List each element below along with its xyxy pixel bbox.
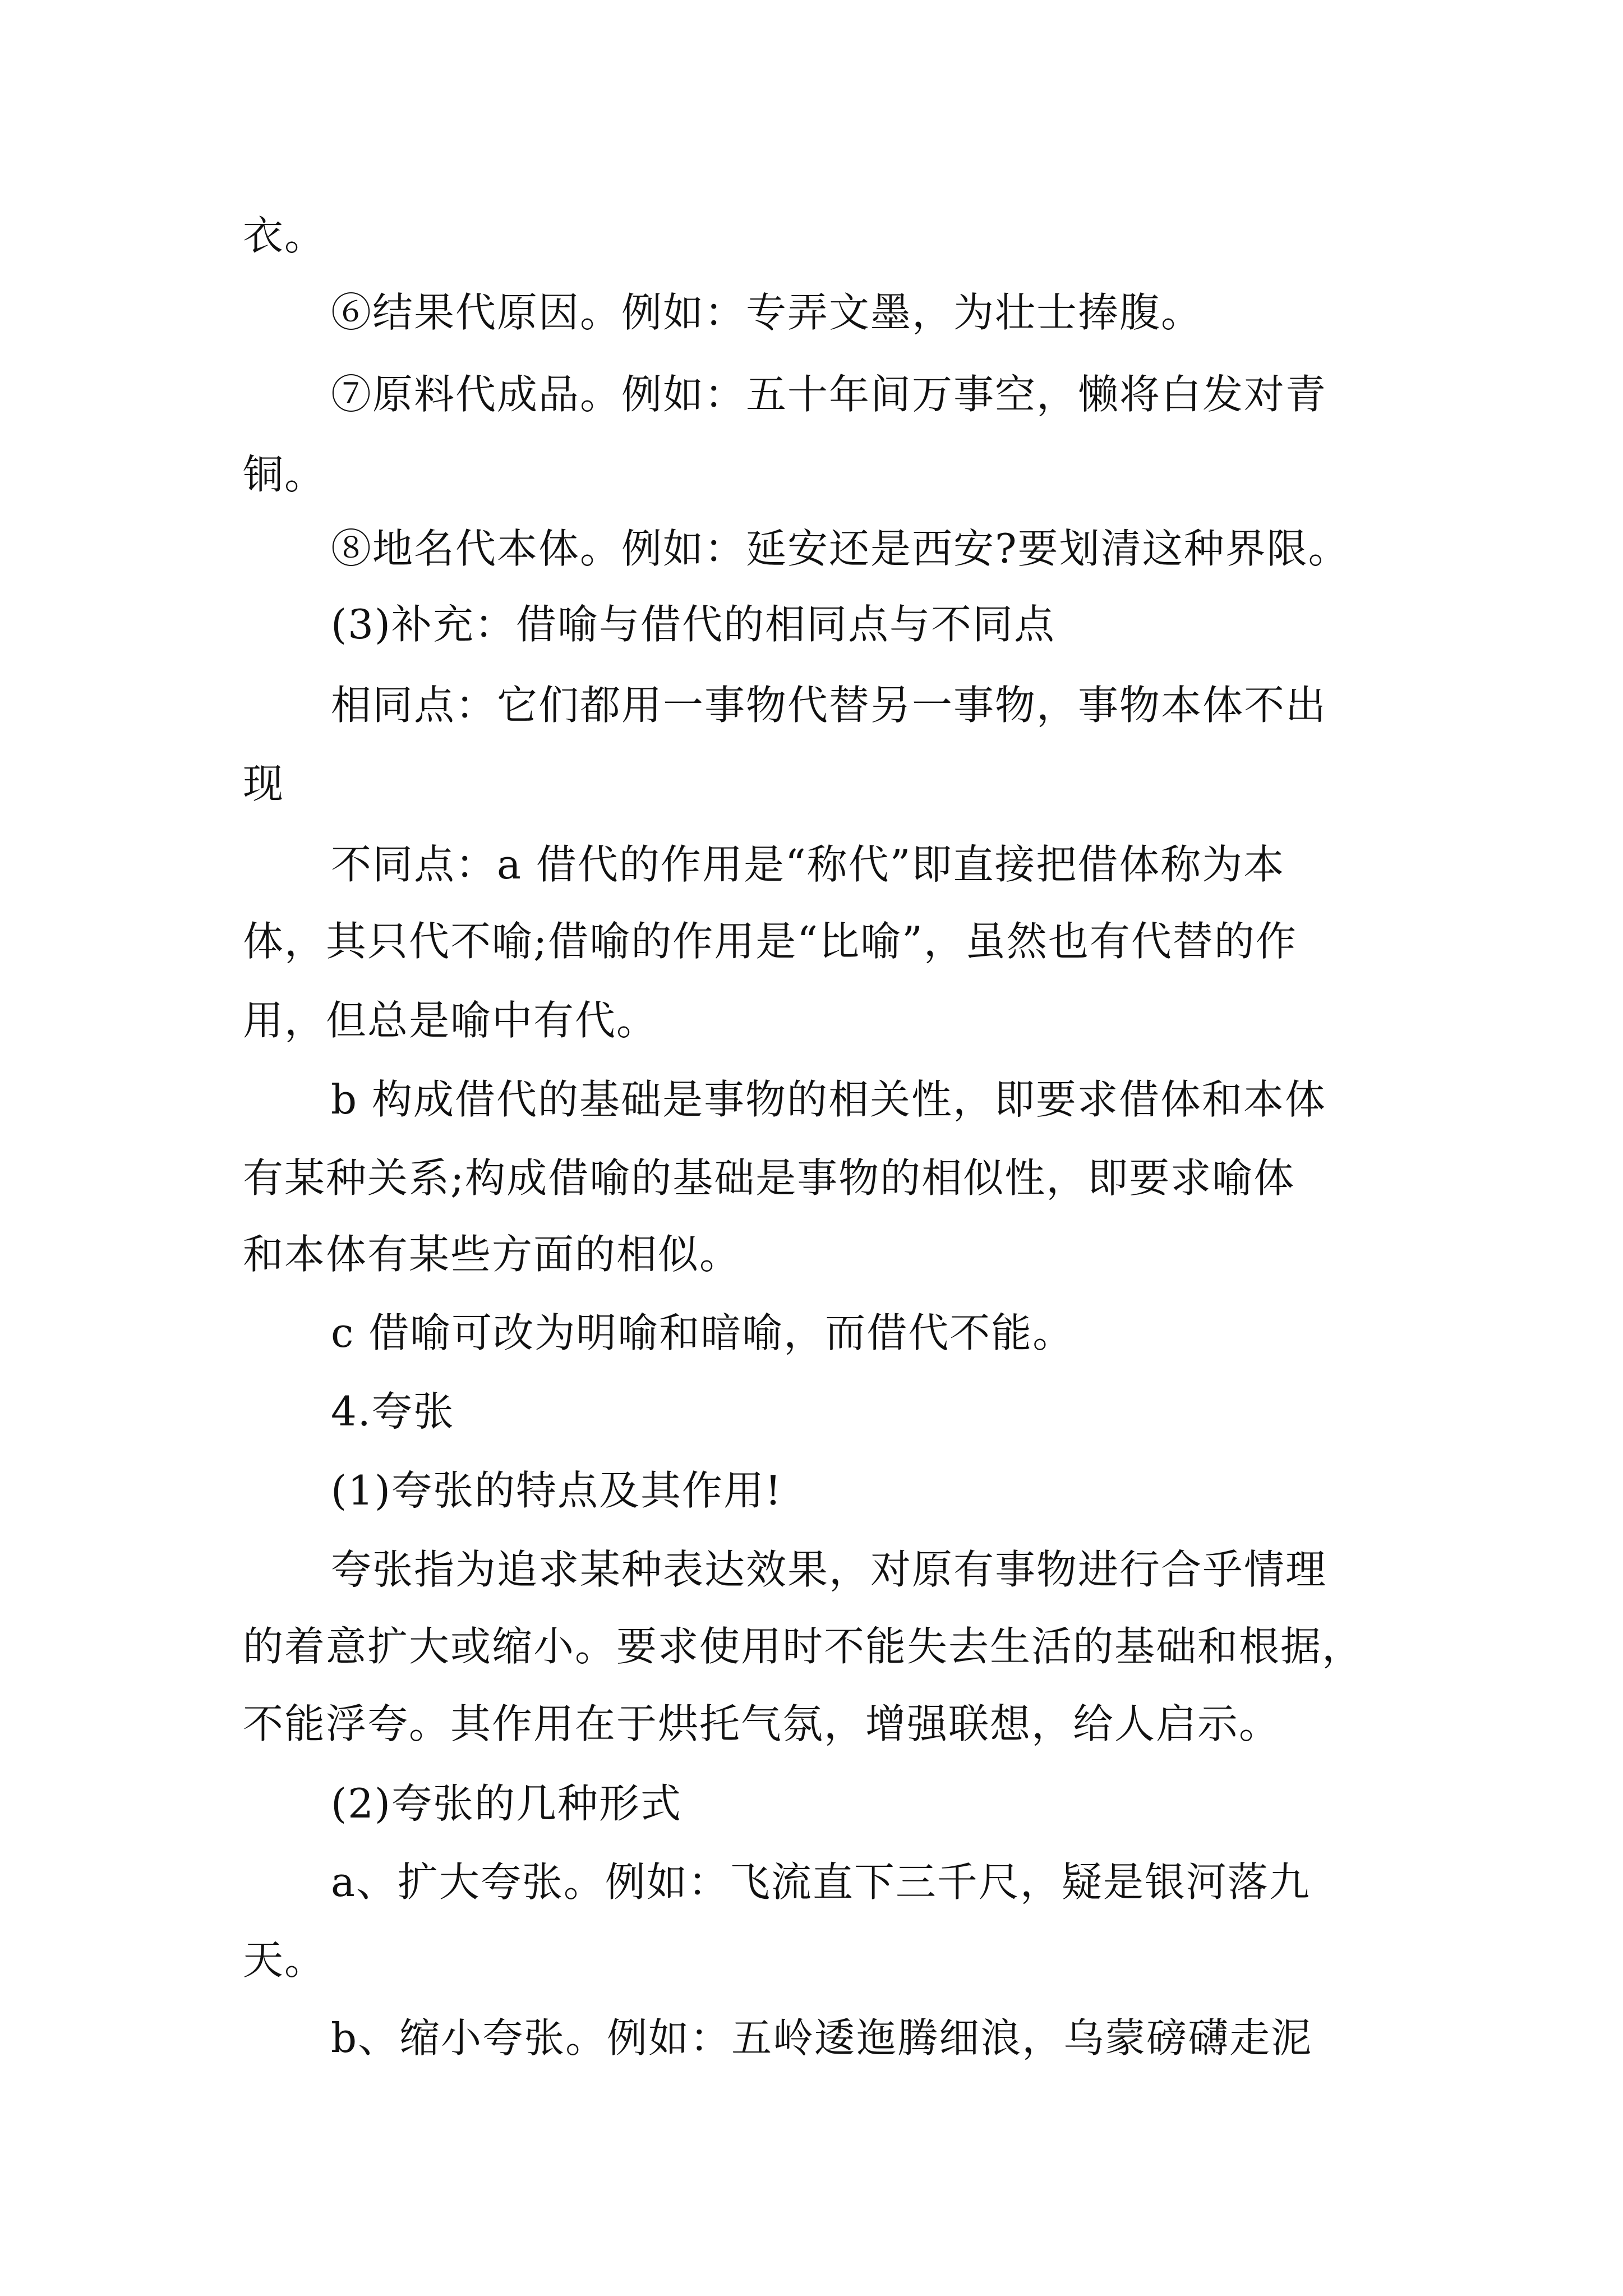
text-line: 衣。	[243, 212, 326, 259]
text-line: a、扩大夸张。例如：飞流直下三千尺，疑是银河落九	[331, 1858, 1311, 1906]
text-line: (3)补充：借喻与借代的相同点与不同点	[331, 601, 1055, 648]
text-line: 体，其只代不喻;借喻的作用是“比喻”，虽然也有代替的作	[243, 918, 1297, 965]
text-line: 和本体有某些方面的相似。	[243, 1231, 741, 1278]
text-line: ⑦原料代成品。例如：五十年间万事空，懒将白发对青	[331, 371, 1327, 418]
text-line: b 构成借代的基础是事物的相关性，即要求借体和本体	[331, 1076, 1326, 1123]
text-line: (1)夸张的特点及其作用!	[331, 1467, 782, 1514]
text-line: 天。	[243, 1936, 326, 1984]
text-line: 现	[243, 760, 285, 807]
text-line: 用，但总是喻中有代。	[243, 997, 658, 1044]
text-line: 有某种关系;构成借喻的基础是事物的相似性，即要求喻体	[243, 1154, 1295, 1202]
text-line: 相同点：它们都用一事物代替另一事物，事物本体不出	[331, 682, 1327, 729]
text-line: c 借喻可改为明喻和暗喻，而借代不能。	[331, 1309, 1075, 1356]
text-line: (2)夸张的几种形式	[331, 1780, 682, 1827]
text-line: b、缩小夸张。例如：五岭逶迤腾细浪，乌蒙磅礴走泥	[331, 2014, 1313, 2062]
text-line: 不同点：a 借代的作用是“称代”即直接把借体称为本	[331, 841, 1285, 888]
text-line: ⑧地名代本体。例如：延安还是西安?要划清这种界限。	[331, 525, 1350, 572]
text-line: 4.夸张	[331, 1388, 455, 1435]
text-line: 的着意扩大或缩小。要求使用时不能失去生活的基础和根据，	[243, 1623, 1364, 1670]
text-line: 不能浮夸。其作用在于烘托气氛，增强联想，给人启示。	[243, 1700, 1281, 1747]
text-line: 夸张指为追求某种表达效果，对原有事物进行合乎情理	[331, 1546, 1327, 1593]
text-line: ⑥结果代原因。例如：专弄文墨，为壮士捧腹。	[331, 289, 1203, 336]
text-line: 铜。	[243, 451, 326, 498]
